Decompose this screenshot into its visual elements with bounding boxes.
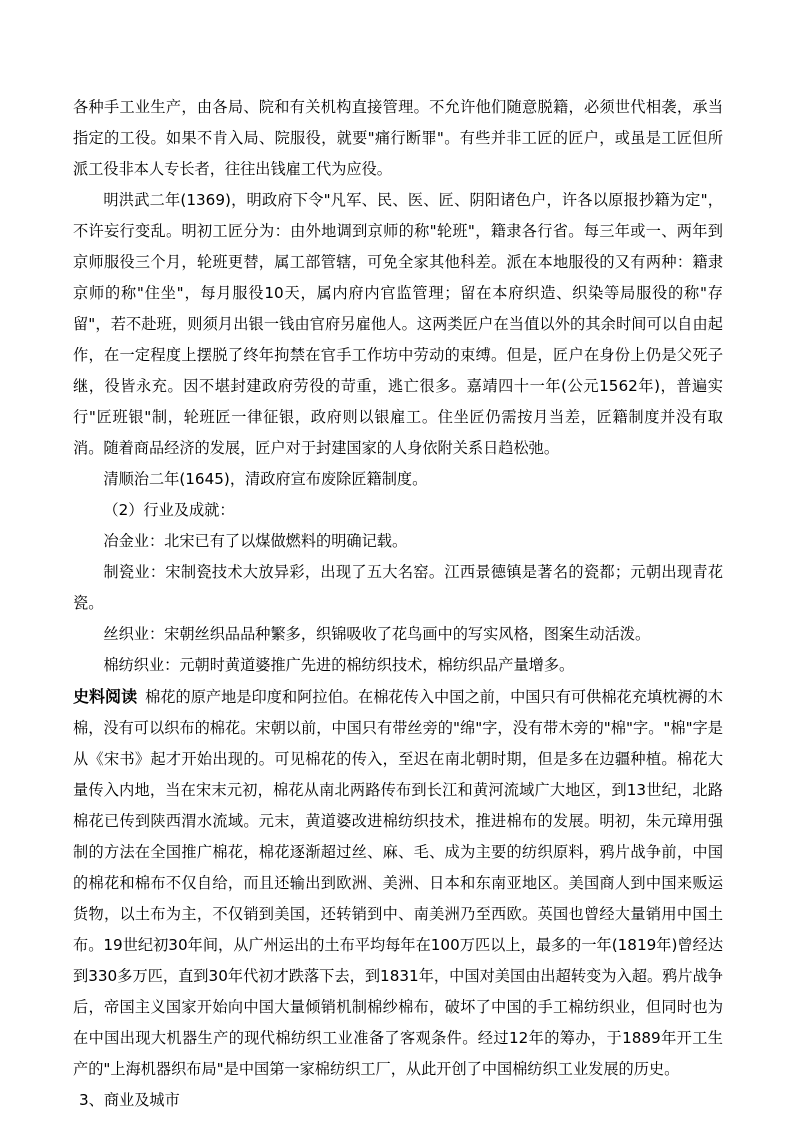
reading-section [73,681,723,1085]
paragraph-cotton: 棉纺织业：元朝时黄道婆推广先进的棉纺织技术，棉纺织品产量增多。 [103,656,575,674]
paragraph-metallurgy: 冶金业：北宋已有了以煤做燃料的明确记载。 [103,532,408,550]
paragraph-silk: 丝织业：宋朝丝织品品种繁多，织锦吸收了花鸟画中的写实风格，图案生动活泼。 [103,625,651,643]
section-heading-commerce: 3、商业及城市 [79,1091,180,1109]
document-body [73,92,723,1116]
paragraph-porcelain: 制瓷业：宋制瓷技术大放异彩，出现了五大名窑。江西景德镇是著名的瓷都；元朝出现青花瓷。 [73,563,723,612]
paragraph-qing-abolition: 清顺治二年(1645)，清政府宣布废除匠籍制度。 [103,470,428,488]
paragraph-artisan-management: 各种手工业生产，由各局、院和有关机构直接管理。不允许他们随意脱籍，必须世代相袭，承当指定的工役。如果不肯入局、院服役，就要"痛行断罪"。有些并非工匠的匠户，或虽是工匠但所派工役非本人专长者，往往出钱雇工代为应役。 [73,98,723,178]
subheading-industries: （2）行业及成就： [103,501,235,519]
paragraph-ming-artisans: 明洪武二年(1369)，明政府下令"凡军、民、医、匠、阴阳诸色户，许各以原报抄籍为定"，不许妄行变乱。明初工匠分为：由外地调到京师的称"轮班"，籍隶各行省。每三年或一、两年到京师服役三个月，轮班更替，属工部管辖，可免全家其他科差。派在本地服役的又有两种：籍隶京师的称"住坐"，每月服役10天，属内府内官监管理；留在本府织造、织染等局服役的称"存留"，若不赴班，则须月出银一钱由官府另雇他人。这两类匠户在当值以外的其余时间可以自由起作，在一定程度上摆脱了终年拘禁在官手工作坊中劳动的束缚。但是，匠户在身份上仍是父死子继，役皆永充。因不堪封建政府劳役的苛重，逃亡很多。嘉靖四十一年(公元1562年)，普遍实行"匠班银"制，轮班匠一律征银，政府则以银雇工。住坐匠仍需按月当差，匠籍制度并没有取消。随着商品经济的发展，匠户对于封建国家的人身依附关系日趋松弛。 [73,191,723,457]
reading-text: 棉花的原产地是印度和阿拉伯。在棉花传入中国之前，中国只有可供棉花充填枕褥的木棉，没有可以织布的棉花。宋朝以前，中国只有带丝旁的"绵"字，没有带木旁的"棉"字。"棉"字是从《宋书》起才开始出现的。可见棉花的传入，至迟在南北朝时期，但是多在边疆种植。棉花大量传入内地，当在宋末元初，棉花从南北两路传布到长江和黄河流域广大地区，到13世纪，北路棉花已传到陕西渭水流域。元末，黄道婆改进棉纺织技术，推进棉布的发展。明初，朱元璋用强制的方法在全国推广棉花，棉花逐渐超过丝、麻、毛、成为主要的纺织原料，鸦片战争前，中国的棉花和棉布不仅自给，而且还输出到欧洲、美洲、日本和东南亚地区。美国商人到中国来贩运货物，以土布为主，不仅销到美国，还转销到中、南美洲乃至西欧。英国也曾经大量销用中国土布。19世纪初30年间，从广州运出的土布平均每年在100万匹以上，最多的一年(1819年)曾经达到330多万匹，直到30年代初才跌落下去，到1831年，中国对美国由出超转变为入超。鸦片战争后，帝国主义国家开始向中国大量倾销机制棉纱棉布，破坏了中国的手工棉纺织业，但同时也为在中国出现大机器生产的现代棉纺织工业准备了客观条件。经过12年的筹办，于1889年开工生产的"上海机器织布局"是中国第一家棉纺织工厂，从此开创了中国棉纺织工业发展的历史。 [73,688,723,1078]
reading-label: 史料阅读 [73,687,138,706]
